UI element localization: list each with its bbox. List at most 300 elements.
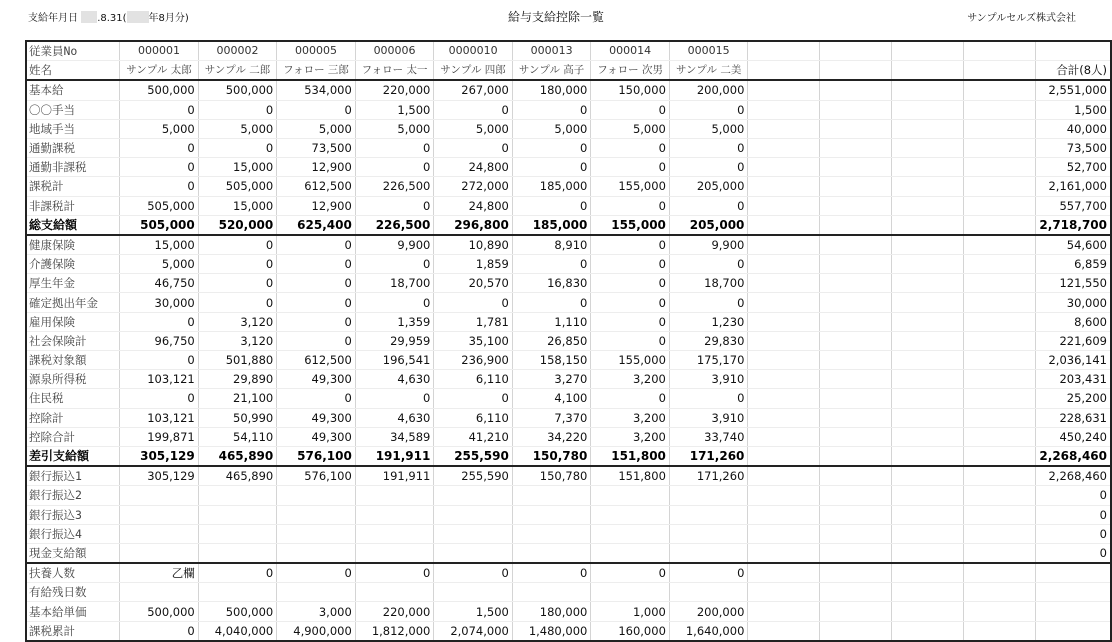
value-cell: 465,890: [198, 466, 277, 486]
table-row: [26, 215, 1111, 235]
employee-name: サンプル 太郎: [120, 61, 199, 81]
total-cell: 0: [1036, 524, 1111, 543]
value-cell: 226,500: [355, 215, 434, 235]
value-cell: 0: [120, 621, 199, 641]
empty-cell: [748, 486, 820, 505]
value-cell: 0: [669, 293, 748, 312]
row-label: 確定拠出年金: [26, 293, 120, 312]
value-cell: 160,000: [591, 621, 670, 641]
total-cell: [1036, 563, 1111, 583]
empty-cell: [892, 255, 964, 274]
value-cell: 0: [669, 255, 748, 274]
empty-cell: [820, 370, 892, 389]
empty-cell: [820, 466, 892, 486]
total-cell: 203,431: [1036, 370, 1111, 389]
table-row: [26, 408, 1111, 427]
value-cell: [277, 505, 356, 524]
empty-cell: [820, 583, 892, 602]
value-cell: 0: [591, 331, 670, 350]
value-cell: 0: [512, 138, 591, 157]
empty-cell: [964, 119, 1036, 138]
table-row: [26, 119, 1111, 138]
value-cell: 0: [120, 389, 199, 408]
value-cell: 226,500: [355, 177, 434, 196]
value-cell: 175,170: [669, 351, 748, 370]
empty-cell: [748, 370, 820, 389]
value-cell: 191,911: [355, 466, 434, 486]
total-cell: 2,161,000: [1036, 177, 1111, 196]
payment-date-suffix: 年8月分): [148, 13, 189, 24]
employee-code: 0000010: [434, 41, 513, 61]
value-cell: 0: [669, 138, 748, 157]
value-cell: [198, 524, 277, 543]
row-label: 非課税計: [26, 196, 120, 215]
value-cell: 236,900: [434, 351, 513, 370]
value-cell: 534,000: [277, 80, 356, 100]
value-cell: 155,000: [591, 177, 670, 196]
empty-cell: [748, 158, 820, 177]
empty-cell: [820, 235, 892, 255]
value-cell: [355, 543, 434, 563]
empty-cell: [964, 602, 1036, 621]
value-cell: 0: [669, 563, 748, 583]
row-label: 雇用保険: [26, 312, 120, 331]
empty-cell: [892, 486, 964, 505]
value-cell: 505,000: [120, 196, 199, 215]
employee-code: 000014: [591, 41, 670, 61]
empty-cell: [748, 427, 820, 446]
row-label: 地域手当: [26, 119, 120, 138]
total-cell: 2,036,141: [1036, 351, 1111, 370]
value-cell: 0: [355, 255, 434, 274]
value-cell: 8,910: [512, 235, 591, 255]
value-cell: [591, 524, 670, 543]
value-cell: 0: [512, 196, 591, 215]
empty-cell: [964, 389, 1036, 408]
value-cell: 0: [512, 293, 591, 312]
value-cell: 0: [591, 255, 670, 274]
empty-cell: [964, 351, 1036, 370]
value-cell: 0: [591, 563, 670, 583]
value-cell: 0: [277, 563, 356, 583]
value-cell: 15,000: [198, 196, 277, 215]
row-label: 総支給額: [26, 215, 120, 235]
value-cell: 196,541: [355, 351, 434, 370]
value-cell: 0: [591, 293, 670, 312]
empty-cell: [820, 293, 892, 312]
value-cell: [355, 486, 434, 505]
value-cell: [669, 543, 748, 563]
employee-code: 000006: [355, 41, 434, 61]
value-cell: [198, 486, 277, 505]
value-cell: 255,590: [434, 446, 513, 466]
value-cell: [198, 583, 277, 602]
value-cell: [355, 524, 434, 543]
value-cell: 0: [591, 274, 670, 293]
empty-cell: [748, 351, 820, 370]
total-cell: [1036, 583, 1111, 602]
table-row: [26, 293, 1111, 312]
value-cell: 171,260: [669, 446, 748, 466]
total-cell: 25,200: [1036, 389, 1111, 408]
empty-cell: [892, 621, 964, 641]
value-cell: 155,000: [591, 351, 670, 370]
table-row: [26, 370, 1111, 389]
empty-cell: [748, 100, 820, 119]
value-cell: [198, 505, 277, 524]
value-cell: 612,500: [277, 351, 356, 370]
empty-cell: [748, 138, 820, 157]
value-cell: 0: [198, 138, 277, 157]
value-cell: 50,990: [198, 408, 277, 427]
value-cell: 0: [120, 138, 199, 157]
empty-cell: [892, 100, 964, 119]
table-row: [26, 563, 1111, 583]
empty-cell: [964, 621, 1036, 641]
table-row: [26, 312, 1111, 331]
value-cell: 54,110: [198, 427, 277, 446]
value-cell: 255,590: [434, 466, 513, 486]
value-cell: 15,000: [120, 235, 199, 255]
value-cell: 5,000: [434, 119, 513, 138]
empty-cell: [748, 446, 820, 466]
value-cell: 20,570: [434, 274, 513, 293]
value-cell: [277, 543, 356, 563]
value-cell: 6,110: [434, 408, 513, 427]
value-cell: 0: [198, 293, 277, 312]
empty-cell: [964, 466, 1036, 486]
empty-cell: [820, 312, 892, 331]
table-row: [26, 255, 1111, 274]
empty-cell: [820, 138, 892, 157]
empty-cell: [892, 583, 964, 602]
empty-cell: [820, 505, 892, 524]
empty-cell: [820, 427, 892, 446]
value-cell: 205,000: [669, 215, 748, 235]
value-cell: 1,640,000: [669, 621, 748, 641]
table-row: [26, 100, 1111, 119]
table-row: [26, 389, 1111, 408]
value-cell: 34,589: [355, 427, 434, 446]
total-cell: 221,609: [1036, 331, 1111, 350]
value-cell: 29,830: [669, 331, 748, 350]
row-label: 銀行振込4: [26, 524, 120, 543]
empty-cell: [964, 41, 1036, 61]
value-cell: 3,200: [591, 370, 670, 389]
empty-cell: [892, 80, 964, 100]
total-cell: 1,500: [1036, 100, 1111, 119]
empty-cell: [820, 255, 892, 274]
value-cell: 0: [198, 100, 277, 119]
value-cell: 0: [120, 177, 199, 196]
empty-cell: [820, 215, 892, 235]
employee-name: フォロー 三郎: [277, 61, 356, 81]
value-cell: 171,260: [669, 466, 748, 486]
value-cell: 9,900: [355, 235, 434, 255]
value-cell: 625,400: [277, 215, 356, 235]
table-row: [26, 466, 1111, 486]
value-cell: 34,220: [512, 427, 591, 446]
empty-cell: [964, 255, 1036, 274]
empty-cell: [748, 505, 820, 524]
value-cell: 0: [355, 389, 434, 408]
empty-cell: [964, 274, 1036, 293]
value-cell: [434, 505, 513, 524]
value-cell: 5,000: [591, 119, 670, 138]
value-cell: 305,129: [120, 466, 199, 486]
empty-cell: [820, 389, 892, 408]
empty-cell: [892, 389, 964, 408]
value-cell: 500,000: [120, 80, 199, 100]
empty-cell: [820, 602, 892, 621]
table-row: [26, 235, 1111, 255]
row-label: 銀行振込1: [26, 466, 120, 486]
empty-cell: [964, 215, 1036, 235]
row-label: 住民税: [26, 389, 120, 408]
table-row: [26, 602, 1111, 621]
table-row: [26, 446, 1111, 466]
value-cell: 4,100: [512, 389, 591, 408]
value-cell: 151,800: [591, 466, 670, 486]
value-cell: [591, 583, 670, 602]
company-name: サンプルセルズ株式会社: [967, 13, 1076, 24]
value-cell: 49,300: [277, 427, 356, 446]
empty-cell: [964, 446, 1036, 466]
value-cell: [434, 543, 513, 563]
value-cell: 4,040,000: [198, 621, 277, 641]
employee-name: サンプル 高子: [512, 61, 591, 81]
value-cell: 5,000: [512, 119, 591, 138]
row-label: 控除計: [26, 408, 120, 427]
empty-cell: [892, 61, 964, 81]
empty-cell: [820, 196, 892, 215]
value-cell: 18,700: [355, 274, 434, 293]
value-cell: 1,500: [355, 100, 434, 119]
empty-cell: [892, 293, 964, 312]
employee-name: サンプル 二美: [669, 61, 748, 81]
empty-cell: [820, 119, 892, 138]
table-row: [26, 427, 1111, 446]
empty-cell: [748, 119, 820, 138]
empty-cell: [748, 331, 820, 350]
empty-cell: [892, 215, 964, 235]
empty-cell: [892, 177, 964, 196]
empty-cell: [892, 41, 964, 61]
value-cell: 220,000: [355, 80, 434, 100]
empty-cell: [820, 446, 892, 466]
value-cell: 0: [434, 138, 513, 157]
employee-code: 000002: [198, 41, 277, 61]
empty-cell: [748, 274, 820, 293]
value-cell: 185,000: [512, 177, 591, 196]
value-cell: 35,100: [434, 331, 513, 350]
value-cell: 1,230: [669, 312, 748, 331]
value-cell: 12,900: [277, 158, 356, 177]
table-row: [26, 80, 1111, 100]
total-cell: 2,551,000: [1036, 80, 1111, 100]
empty-cell: [748, 389, 820, 408]
table-row: [26, 138, 1111, 157]
total-cell: 2,268,460: [1036, 466, 1111, 486]
empty-cell: [892, 505, 964, 524]
value-cell: 205,000: [669, 177, 748, 196]
value-cell: 520,000: [198, 215, 277, 235]
value-cell: 0: [120, 312, 199, 331]
value-cell: 155,000: [591, 215, 670, 235]
empty-cell: [964, 235, 1036, 255]
empty-cell: [892, 602, 964, 621]
value-cell: 33,740: [669, 427, 748, 446]
row-label: 姓名: [26, 61, 120, 81]
value-cell: 0: [669, 196, 748, 215]
page-title: 給与支給控除一覧: [507, 10, 604, 24]
total-cell: 2,718,700: [1036, 215, 1111, 235]
value-cell: 0: [198, 274, 277, 293]
value-cell: 5,000: [277, 119, 356, 138]
value-cell: 5,000: [669, 119, 748, 138]
row-label: 源泉所得税: [26, 370, 120, 389]
row-label: 控除合計: [26, 427, 120, 446]
value-cell: 0: [277, 255, 356, 274]
value-cell: 0: [198, 255, 277, 274]
empty-cell: [892, 158, 964, 177]
value-cell: 29,890: [198, 370, 277, 389]
table-row: [26, 274, 1111, 293]
value-cell: 1,812,000: [355, 621, 434, 641]
value-cell: [277, 486, 356, 505]
empty-cell: [820, 351, 892, 370]
total-cell: 2,268,460: [1036, 446, 1111, 466]
value-cell: [198, 543, 277, 563]
total-cell: 52,700: [1036, 158, 1111, 177]
value-cell: 21,100: [198, 389, 277, 408]
value-cell: 0: [355, 138, 434, 157]
total-cell: 0: [1036, 543, 1111, 563]
empty-cell: [748, 196, 820, 215]
row-label: 通勤課税: [26, 138, 120, 157]
value-cell: 0: [591, 158, 670, 177]
value-cell: 305,129: [120, 446, 199, 466]
empty-cell: [820, 563, 892, 583]
value-cell: 501,880: [198, 351, 277, 370]
value-cell: 1,110: [512, 312, 591, 331]
total-cell: 0: [1036, 486, 1111, 505]
value-cell: [434, 583, 513, 602]
value-cell: [512, 583, 591, 602]
empty-cell: [820, 177, 892, 196]
total-cell: 450,240: [1036, 427, 1111, 446]
row-label: 有給残日数: [26, 583, 120, 602]
empty-cell: [892, 138, 964, 157]
value-cell: 180,000: [512, 602, 591, 621]
value-cell: 191,911: [355, 446, 434, 466]
total-cell: 73,500: [1036, 138, 1111, 157]
empty-cell: [964, 177, 1036, 196]
empty-cell: [892, 466, 964, 486]
value-cell: 0: [434, 563, 513, 583]
value-cell: 0: [120, 100, 199, 119]
value-cell: 1,000: [591, 602, 670, 621]
table-row: [26, 331, 1111, 350]
empty-cell: [892, 427, 964, 446]
row-label: 基本給単価: [26, 602, 120, 621]
value-cell: 0: [277, 274, 356, 293]
empty-cell: [964, 80, 1036, 100]
value-cell: 46,750: [120, 274, 199, 293]
value-cell: 0: [669, 158, 748, 177]
empty-cell: [820, 158, 892, 177]
value-cell: 1,480,000: [512, 621, 591, 641]
empty-cell: [964, 331, 1036, 350]
value-cell: 0: [355, 158, 434, 177]
value-cell: 3,910: [669, 370, 748, 389]
table-row: [26, 524, 1111, 543]
empty-cell: [820, 408, 892, 427]
row-label: 〇〇手当: [26, 100, 120, 119]
value-cell: 1,781: [434, 312, 513, 331]
table-row: [26, 486, 1111, 505]
total-cell: 30,000: [1036, 293, 1111, 312]
table-row: [26, 583, 1111, 602]
employee-name: サンプル 四郎: [434, 61, 513, 81]
row-label: 基本給: [26, 80, 120, 100]
empty-cell: [820, 543, 892, 563]
value-cell: 0: [512, 158, 591, 177]
value-cell: 30,000: [120, 293, 199, 312]
total-cell: 6,859: [1036, 255, 1111, 274]
value-cell: [434, 524, 513, 543]
value-cell: 15,000: [198, 158, 277, 177]
employee-code: 000005: [277, 41, 356, 61]
empty-cell: [892, 446, 964, 466]
value-cell: 3,200: [591, 408, 670, 427]
value-cell: 505,000: [120, 215, 199, 235]
employee-name: フォロー 次男: [591, 61, 670, 81]
value-cell: 5,000: [120, 255, 199, 274]
value-cell: 199,871: [120, 427, 199, 446]
value-cell: 1,500: [434, 602, 513, 621]
value-cell: [120, 543, 199, 563]
value-cell: 3,270: [512, 370, 591, 389]
value-cell: 158,150: [512, 351, 591, 370]
value-cell: 73,500: [277, 138, 356, 157]
value-cell: [591, 486, 670, 505]
empty-cell: [964, 543, 1036, 563]
value-cell: 0: [591, 235, 670, 255]
value-cell: 0: [198, 563, 277, 583]
empty-cell: [748, 255, 820, 274]
row-label: 扶養人数: [26, 563, 120, 583]
value-cell: 500,000: [198, 80, 277, 100]
empty-cell: [892, 331, 964, 350]
empty-cell: [892, 235, 964, 255]
value-cell: 185,000: [512, 215, 591, 235]
empty-cell: [892, 312, 964, 331]
payment-date-value: .8.31(: [97, 13, 127, 24]
value-cell: [669, 505, 748, 524]
payment-date-label: 支給年月日: [28, 13, 78, 24]
value-cell: 150,780: [512, 466, 591, 486]
empty-cell: [748, 602, 820, 621]
value-cell: 3,200: [591, 427, 670, 446]
employee-name: サンプル 二郎: [198, 61, 277, 81]
empty-cell: [964, 138, 1036, 157]
value-cell: 150,780: [512, 446, 591, 466]
empty-cell: [964, 370, 1036, 389]
table-row: [26, 158, 1111, 177]
value-cell: [669, 583, 748, 602]
empty-cell: [820, 486, 892, 505]
